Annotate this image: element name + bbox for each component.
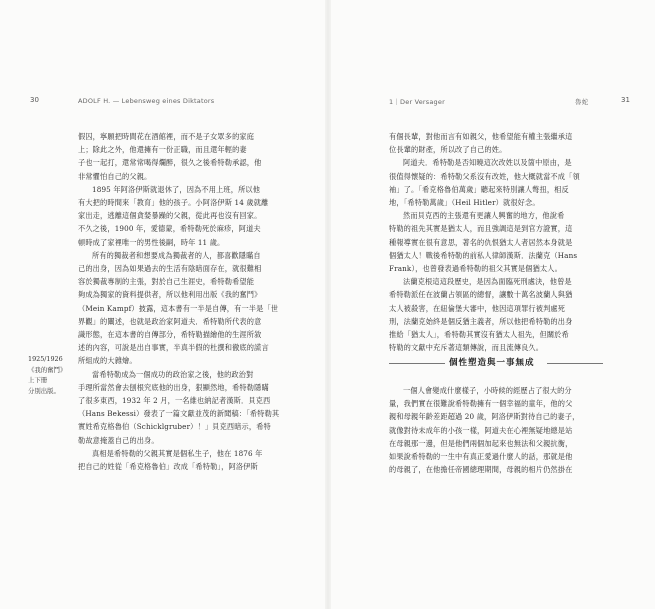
margin-note-line: 《我的奮鬥》 (28, 365, 67, 374)
body-line: 刑，法蘭克始終是個反猶主義者，所以他把希特勒的出身 (389, 316, 573, 326)
body-line: 親和母親年齡差距超過 20 歲，阿洛伊斯對待自己的妻子， (389, 412, 580, 422)
body-line: 太人被殺害，在紐倫堡大審中，他因這項罪行被判處死 (389, 303, 566, 313)
body-line: 然而貝克西的主張還有更讓人興奮的地方，他說希 (403, 211, 565, 221)
left-body-text (78, 130, 304, 473)
body-line: 真相是希特勒的父親其實是個私生子，他在 1876 年 (92, 448, 263, 458)
body-line: 己的出身，因為如果過去的生活有陰暗面存在，就很難相 (78, 264, 262, 274)
body-line: 袖」了。「希克格魯伯萬歲」聽起來特別讓人彆扭，相反 (389, 184, 569, 194)
body-line: 不久之後，1900 年，愛德蒙，希特勒死於麻疹，阿道夫 (78, 224, 261, 234)
body-line: 阿道夫．希特勒是否知曉這次改姓以及箇中原由，是 (403, 158, 572, 168)
body-line: 所有的獨裁者和想要成為獨裁者的人，都喜歡隱瞞自 (92, 250, 261, 260)
margin-note-line: 1925/1926 (28, 355, 63, 363)
body-line: 手理所當然會去刨根究底他的出身，狠顯然地，希特勒隱瞞 (78, 382, 269, 392)
body-line: Frank），也曾發表過希特勒的祖父其實是個猶太人。 (389, 264, 562, 274)
body-line: 子也一起打，還常常喝得爛醉，很久之後希特勒承認，他 (78, 158, 262, 168)
right-body-text-upper (389, 130, 615, 354)
body-line: 非常懼怕自己的父親。 (78, 171, 152, 181)
body-line: 特勒的祖先其實是猶太人，而且強調這是到官方證實，這 (389, 224, 573, 234)
margin-note (28, 354, 66, 396)
body-line: 界觀」的闡述，也就是政治家阿道夫．希特勒所代表的意 (78, 316, 262, 326)
body-line: 上；除此之外，他還擁有一份正職，而且還年輕的妻 (78, 145, 247, 155)
body-line: 如果說希特勒的一生中有真正愛過什麼人的話，那就是他 (389, 452, 573, 462)
left-page-number: 30 (30, 96, 39, 104)
margin-note-line: 分別出版。 (28, 386, 60, 395)
body-line: 在母親那一邊，但是他們兩個加起來也無法和父親抗衡， (389, 438, 573, 448)
body-line: 法蘭克根這這段歷史，是因為面臨死刑處決，他曾是 (403, 277, 572, 287)
body-line: 所組成的大雜燴。 (78, 356, 137, 366)
body-line: 特勒的文獻中充斥著這類傳說，而且流傳良久。 (389, 343, 544, 353)
body-line: 推給「猶太人」，希特勒其實沒有猶太人祖先，但關於希 (389, 330, 569, 340)
right-running-head: 1｜Der Versager (389, 98, 445, 106)
body-line: 量，我們實在很難說希特勒擁有一個幸福的童年，他的父 (389, 399, 573, 409)
book-gutter (325, 0, 331, 609)
body-line: 勒故意掩蓋自己的出身。 (78, 435, 159, 445)
section-heading: 個性塑造與一事無成 (449, 358, 535, 368)
body-line: 識形態，在這本書的自傳部分，希特勒描繪他的生涯所敘 (78, 330, 262, 340)
right-running-head-short: 魯蛇 (575, 98, 589, 106)
left-running-head: ADOLF H. — Lebensweg eines Diktators (78, 97, 215, 105)
body-line: 家出走，逃離這個貪婪暴躁的父親，從此再也沒有回家。 (78, 211, 262, 221)
heading-rule-right (547, 363, 603, 364)
body-line: 有大把的時間來「教育」他的孩子。小阿洛伊斯 14 歲就離 (78, 198, 269, 208)
body-line: 一個人會變成什麼樣子，小時候的經歷占了很大的分 (403, 386, 572, 395)
body-line: 頓時成了家裡唯一的男性後嗣，時年 11 歲。 (78, 237, 225, 247)
body-line: 實姓希克格魯伯（Schicklgruber）！」貝克西暗示，希特 (78, 422, 271, 432)
body-line: 述的內容，可說是出自事實，半真半假的杜撰和徹底的謊言 (78, 343, 269, 353)
body-line: 就像對待未成年的小孩一樣，阿道夫在心裡無疑地總是站 (389, 425, 573, 435)
body-line: （Mein Kampf）披露，這本書有一半是自傳，有一半是「世 (78, 303, 279, 313)
right-page-number: 31 (621, 96, 630, 104)
body-line: 了很多東西，1932 年 2 月，一名維也納記者漢斯．貝克西 (78, 396, 271, 406)
body-line: 種報導實在很有意思，著名的仇恨猶太人者居然本身就是 (389, 237, 573, 247)
body-line: （Hans Bekessi）發表了一篇文獻並茂的新聞稿：「希特勒其 (78, 409, 280, 419)
body-line: 當希特勒成為一個成功的政治家之後，他的政治對 (92, 369, 254, 379)
body-line: 1895 年阿洛伊斯就退休了，因為不用上班，所以他 (92, 184, 261, 194)
section-heading-block (389, 357, 603, 369)
body-line: 很值得懷疑的：希特勒父系沒有改姓，他大概就當不成「領 (389, 171, 580, 181)
right-body-text-lower (389, 384, 615, 476)
body-line: 的母親了，在他擔任帝國總理期間，母親的相片仍然掛在 (389, 465, 573, 475)
body-line: 假囚，寧願把時間花在酒館裡，而不是子女眾多的家庭 (78, 132, 255, 141)
body-line: 希特勒派任在波蘭占領區的總督，讓數十萬名波蘭人與猶 (389, 290, 573, 300)
body-line: 夠成為獨家的資料提供者，所以他利用出版《我的奮鬥》 (78, 290, 262, 300)
body-line: 位長輩的財產，所以改了自己的姓。 (389, 145, 507, 155)
body-line: 有個長輩，對他而言有如親父，他希望能有權主張繼承這 (389, 132, 573, 141)
body-line: 地，「希特勒萬歲」（Heil Hitler）就很好念。 (389, 198, 540, 208)
body-line: 把自己的姓從「希克格魯伯」改成「希特勒」，阿洛伊斯 (78, 462, 258, 472)
heading-rule-left (389, 363, 445, 364)
body-line: 個猶太人！戰後希特勒的前私人律師漢斯．法蘭克（Hans (389, 250, 578, 260)
body-line: 容於獨裁專制的主張，對於自己生涯史，希特勒希望能 (78, 277, 255, 287)
margin-note-line: 上下冊 (28, 376, 48, 384)
